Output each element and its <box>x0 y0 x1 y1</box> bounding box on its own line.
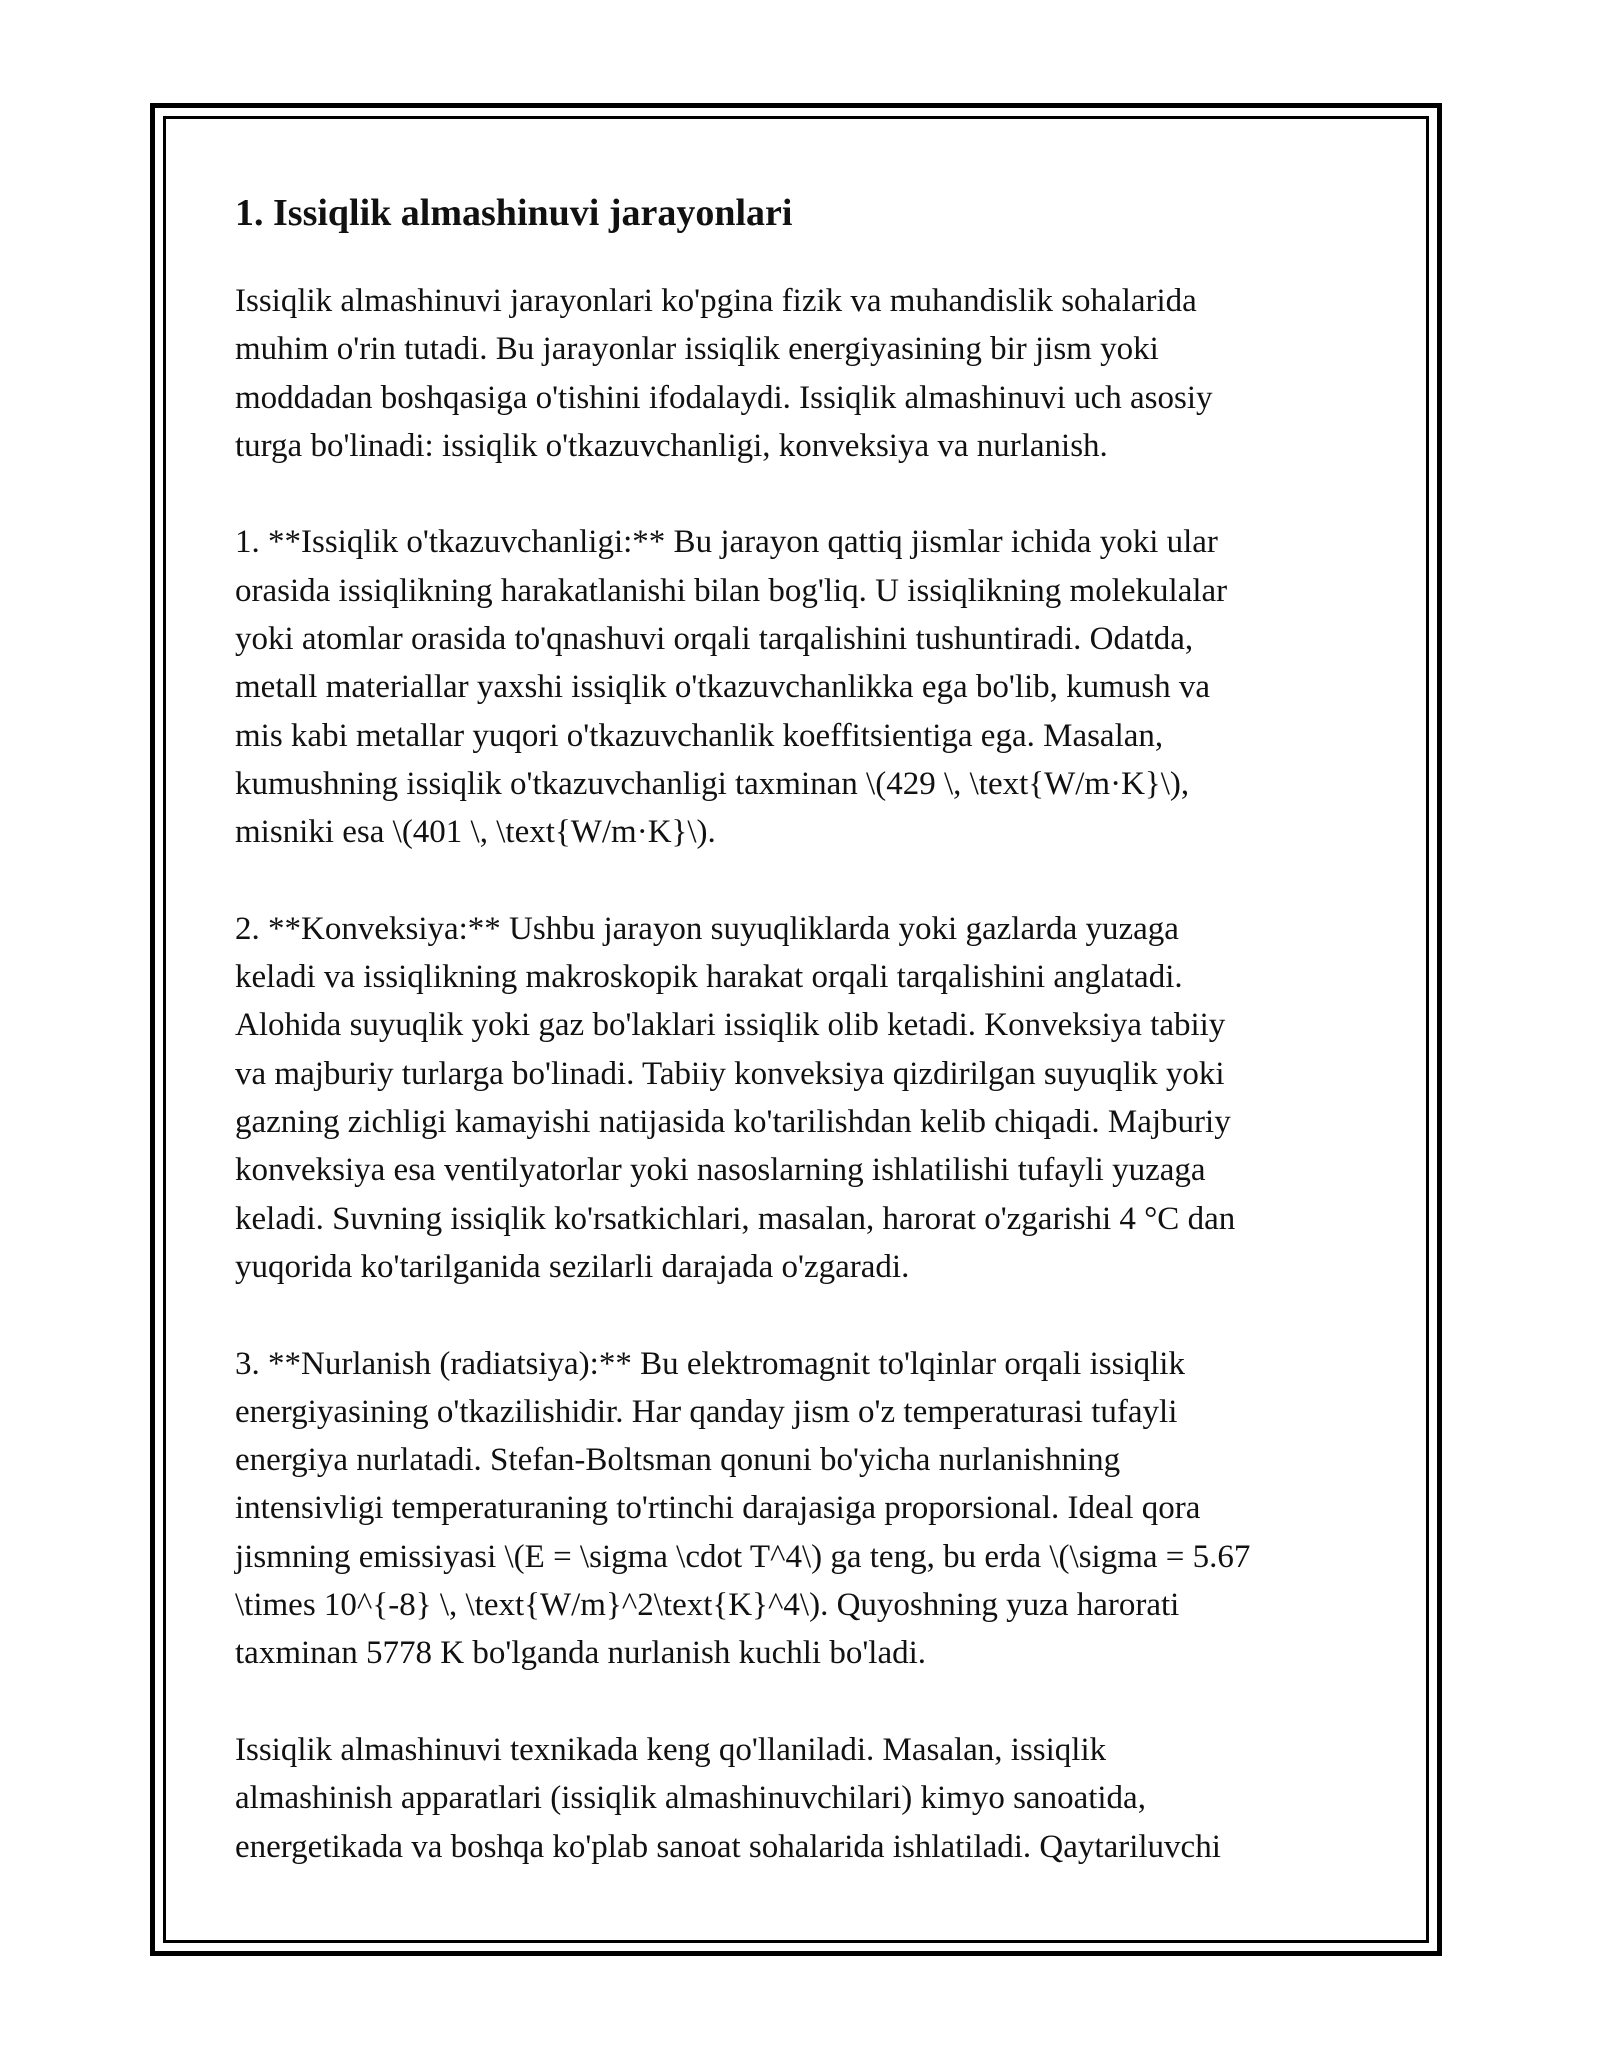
conduction-paragraph: 1. **Issiqlik o'tkazuvchanligi:** Bu jarayon qattiq jismlar ichida yoki ular orasida issiqlikning harakatlanishi bilan bog'liq. U issiqlikning molekulalar yoki atomlar orasida to'qnashuvi orqali tarqalishini tushuntiradi. Odatda, metall materiallar yaxshi issiqlik o'tkazuvchanlikka ega bo'lib, kumush va mis kabi metallar yuqori o'tkazuvchanlik koeffitsientiga ega. Masalan, kumushning issiqlik o'tkazuvchanligi taxminan \(429 \, \text{W/m·K}\), misniki esa \(401 \, \text{W/m·K}\). <box>235 524 1228 851</box>
intro-paragraph: Issiqlik almashinuvi jarayonlari ko'pgina fizik va muhandislik sohalarida muhim o'rin tutadi. Bu jarayonlar issiqlik energiyasining bir jism yoki moddadan boshqasiga o'tishini ifodalaydi. Issiqlik almashinuvi uch asosiy turga bo'linadi: issiqlik o'tkazuvchanligi, konveksiya va nurlanish. <box>235 283 1213 464</box>
document-body <box>235 185 1375 1919</box>
applications-paragraph: Issiqlik almashinuvi texnikada keng qo'llaniladi. Masalan, issiqlik almashinish apparatlari (issiqlik almashinuvchilari) kimyo sanoatida, energetikada va boshqa ko'plab sanoat sohalarida ishlatiladi. Qaytariluvchi <box>235 1731 1221 1865</box>
radiation-paragraph: 3. **Nurlanish (radiatsiya):** Bu elektromagnit to'lqinlar orqali issiqlik energiyasining o'tkazilishidir. Har qanday jism o'z temperaturasi tufayli energiya nurlatadi. Stefan-Boltsman qonuni bo'yicha nurlanishning intensivligi temperaturaning to'rtinchi darajasiga proporsional. Ideal qora jismning emissiyasi \(E = \sigma \cdot T^4\) ga teng, bu erda \(\sigma = 5.67 \times 10^{-8} \, \text{W/m}^2\text{K}^4\). Quyoshning yuza harorati taxminan 5778 K bo'lganda nurlanish kuchli bo'ladi. <box>235 1345 1251 1672</box>
convection-paragraph: 2. **Konveksiya:** Ushbu jarayon suyuqliklarda yoki gazlarda yuzaga keladi va issiqlikning makroskopik harakat orqali tarqalishini anglatadi. Alohida suyuqlik yoki gaz bo'laklari issiqlik olib ketadi. Konveksiya tabiiy va majburiy turlarga bo'linadi. Tabiiy konveksiya qizdirilgan suyuqlik yoki gazning zichligi kamayishi natijasida ko'tarilishdan kelib chiqadi. Majburiy konveksiya esa ventilyatorlar yoki nasoslarning ishlatilishi tufayli yuzaga keladi. Suvning issiqlik ko'rsatkichlari, masalan, harorat o'zgarishi 4 °C dan yuqorida ko'tarilganida sezilarli darajada o'zgaradi. <box>235 910 1236 1285</box>
section-heading: 1. Issiqlik almashinuvi jarayonlari <box>235 192 793 234</box>
